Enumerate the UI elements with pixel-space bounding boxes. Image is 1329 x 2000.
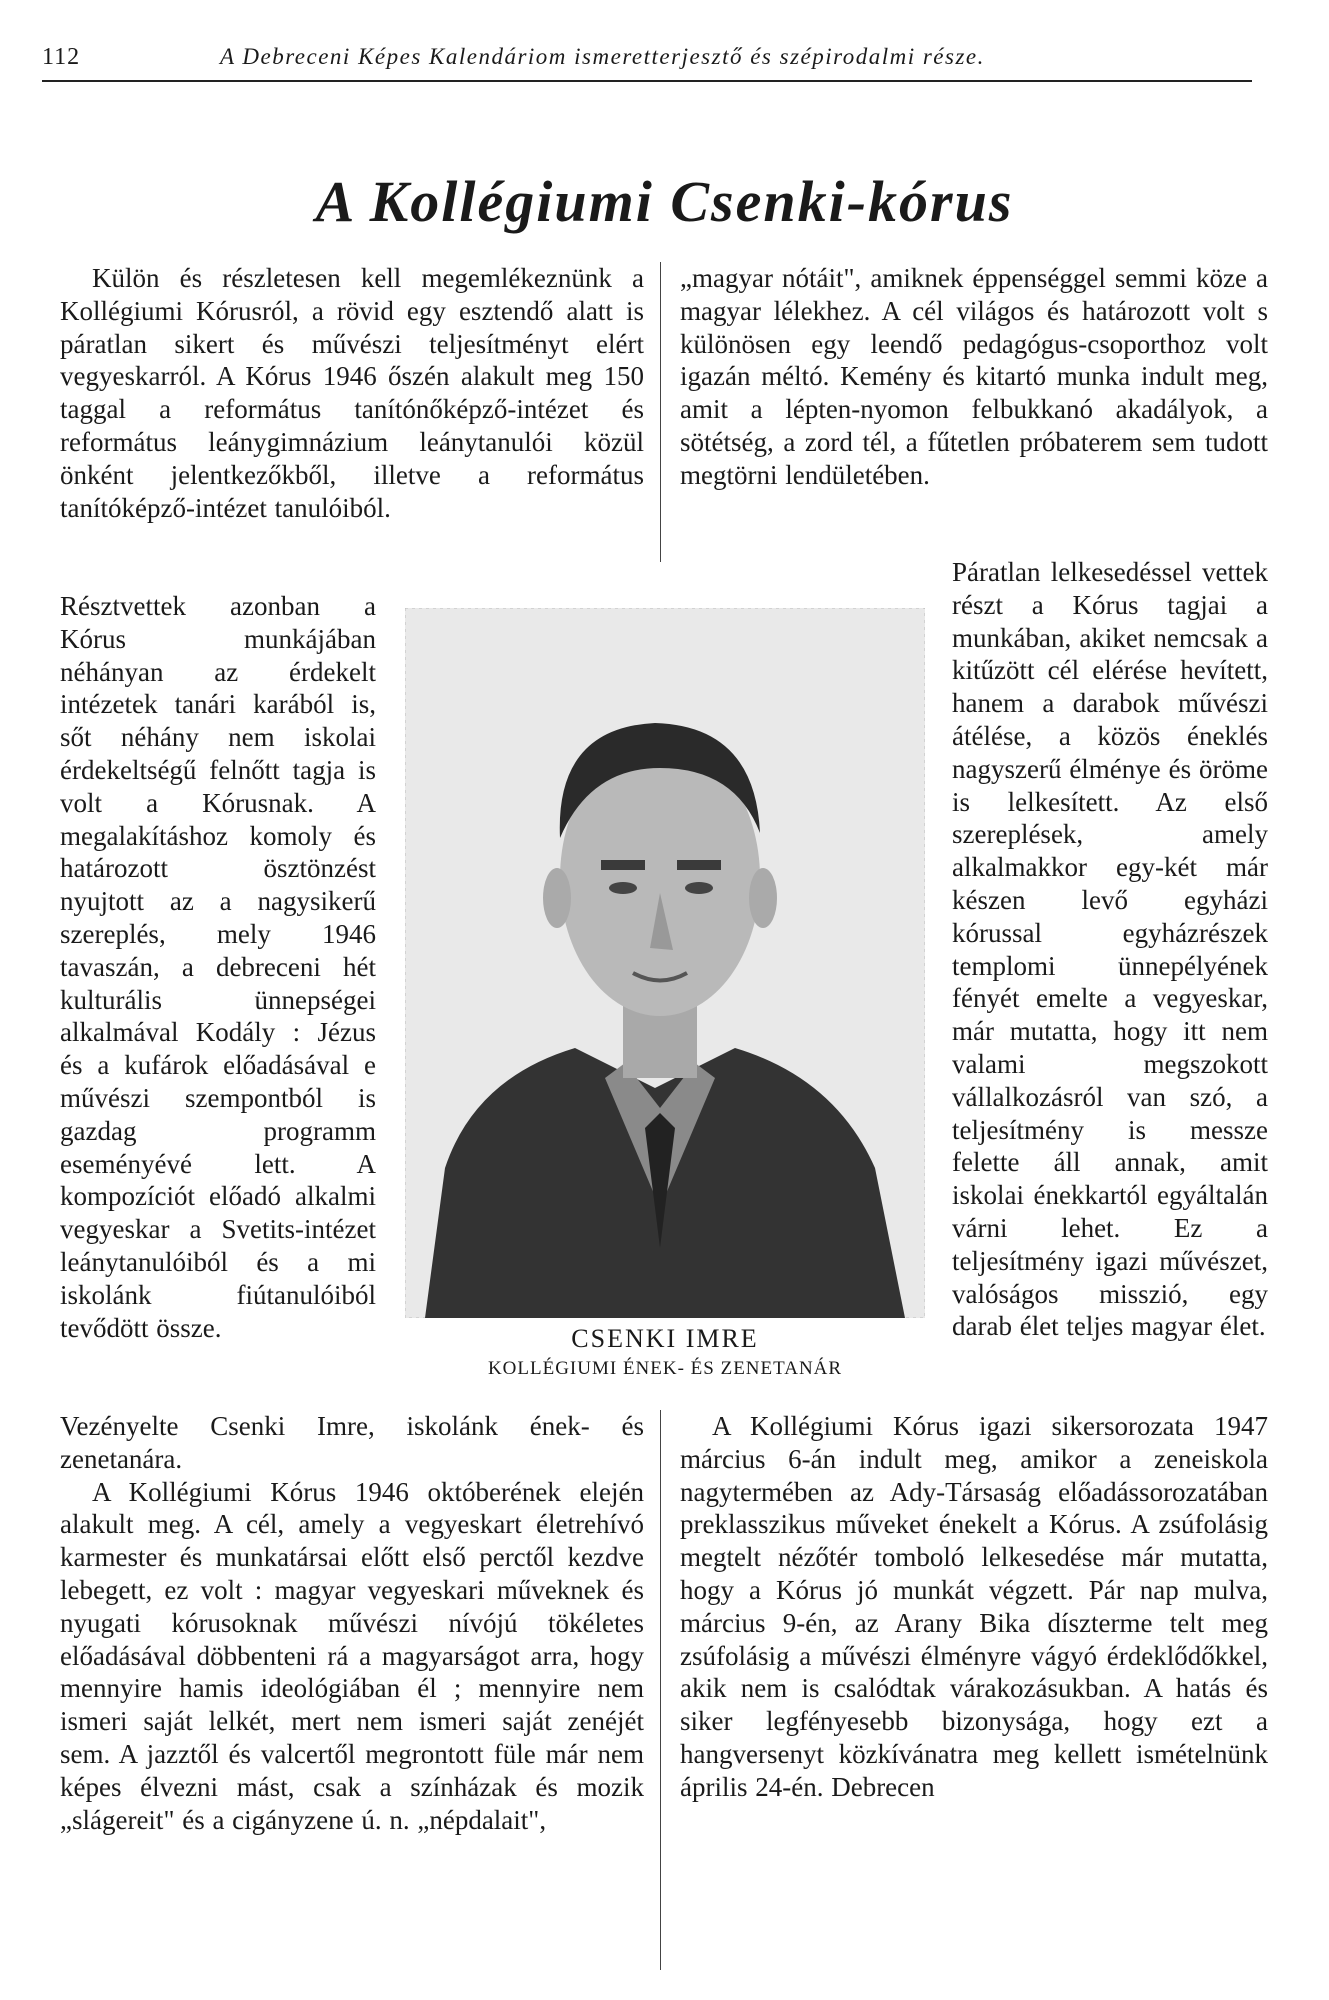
portrait-photo bbox=[405, 608, 925, 1318]
page-number: 112 bbox=[42, 44, 81, 70]
photo-caption-name: CSENKI IMRE bbox=[571, 1324, 759, 1353]
left-column-lower bbox=[60, 1410, 644, 1836]
paragraph-founding: A Kollégiumi Kórus 1946 októberének elején alakult meg. A cél, amely a vegyeskart életrehívó karmester és munkatársai előtt első perctől kezdve lebegett, ez volt : magyar vegyeskari műveknek és nyugati kórusoknak művészi nívójú tökéletes előadásával döbbenteni rá a magyarságot arra, hogy mennyire hamis ideológiában él ; mennyire nem ismeri saját lelkét, mert nem ismeri saját zenéjét sem. A jazztől és valcertől megrontott füle már nem képes élvezni mást, csak a színházak és mozik „slágereit" és a cigányzene ú. n. „népdalait", bbox=[60, 1476, 644, 1835]
photo-caption-role: KOLLÉGIUMI ÉNEK- ÉS ZENETANÁR bbox=[487, 1358, 843, 1379]
paragraph-left-wrap: Résztvettek azonban a Kórus munkájában néhányan az érdekelt intézetek tanári karából is, sőt néhány nem iskolai érdekeltségű felnőtt tagja is volt a Kórusnak. A megalakításhoz komoly és határozott ösztönzést nyujtott az a nagysikerű szereplés, mely 1946 tavaszán, a debreceni hét kulturális ünnepségei alkalmával Kodály : Jézus és a kufárok előadásával e művészi szempontból is gazdag programm eseményévé lett. A kompozíciót előadó alkalmi vegyeskar a Svetits-intézet leánytanulóiból és a mi iskolánk fiútanulóiból tevődött össze. bbox=[60, 591, 376, 1343]
page-header bbox=[42, 44, 1252, 82]
right-column-lower bbox=[680, 1410, 1268, 1804]
paragraph-intro: Külön és részletesen kell megemlékeznünk a Kollégiumi Kórusról, a rövid egy esztendő alatt is páratlan sikert és művészi teljesítményt elért vegyeskarról. A Kórus 1946 őszén alakult meg 150 taggal a református tanítónőképző-intézet és református leánygimnázium leánytanulói közül önként jelentkezőkből, illetve a református tanítóképző-intézet tanulóiból. bbox=[60, 263, 644, 523]
column-rule-lower bbox=[660, 1410, 661, 1970]
paragraph-right-wrap: Páratlan lelkesedéssel vettek részt a Kórus tagjai a munkában, akiket nemcsak a kitűzött cél elérése hevített, hanem a darabok művészi átélése, a közös éneklés nagyszerű élménye és öröme is lelkesített. Az első szereplések, amely alkalmakkor egy-két már készen levő egyházi kórussal egyházrészek templomi ünnepélyének fényét emelte a vegyeskar, már mutatta, hogy itt nem valami megszokott vállalkozásról van szó, a teljesítmény is messze felette áll annak, amit iskolai énekkartól egyáltalán várni lehet. Ez a teljesítmény igazi művészet, valóságos misszió, egy darab élet teljes magyar élet. bbox=[952, 557, 1268, 1342]
paragraph-concerts: A Kollégiumi Kórus igazi sikersorozata 1947 március 6-án indult meg, amikor a zeneiskola nagytermében az Ady-Társaság előadássorozatában preklasszikus műveket énekelt a Kórus. A zsúfolásig megtelt nézőtér tomboló lelkesedése már mutatta, hogy a Kórus jó munkát végzett. Pár nap mulva, március 9-én, az Arany Bika díszterme telt meg zsúfolásig a művészi élményre vágyó érdeklődőkkel, akik nem is csalódtak várakozásukban. A hatás és siker legfényesebb bizonysága, hogy ezt a hangversenyt közkívánatra meg kellett ismételnünk április 24-én. Debrecen bbox=[680, 1411, 1268, 1802]
running-head: A Debreceni Képes Kalendáriom ismeretterjesztő és szépirodalmi része. bbox=[220, 44, 985, 69]
left-wrap-column bbox=[60, 590, 376, 1344]
paragraph-conductor: Vezényelte Csenki Imre, iskolánk ének- és zenetanára. bbox=[60, 1411, 644, 1474]
article-title: A Kollégiumi Csenki-kórus bbox=[315, 169, 1014, 234]
right-wrap-column bbox=[952, 556, 1268, 1343]
left-column-upper bbox=[60, 262, 644, 524]
column-rule-upper bbox=[660, 262, 661, 562]
paragraph-right-upper: „magyar nótáit", amiknek éppenséggel semmi köze a magyar lélekhez. A cél világos és határozott volt s különösen egy leendő pedagógus-csoporthoz volt igazán méltó. Kemény és kitartó munka indult meg, amit a lépten-nyomon felbukkanó akadályok, a sötétség, a zord tél, a fűtetlen próbaterem sem tudott megtörni lendületében. bbox=[680, 263, 1268, 490]
right-column-upper bbox=[680, 262, 1268, 492]
portrait-image bbox=[405, 608, 925, 1318]
